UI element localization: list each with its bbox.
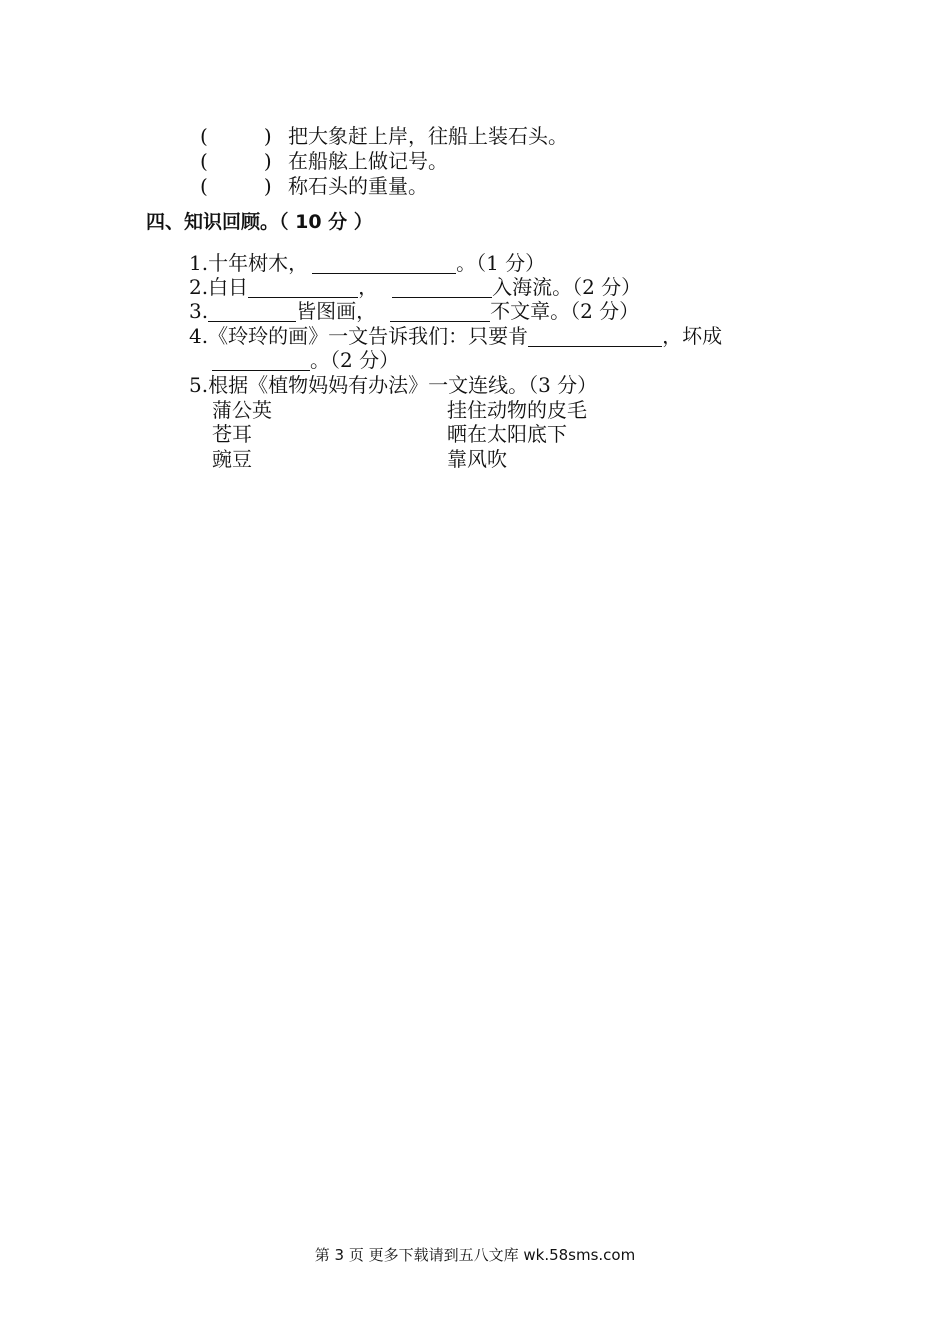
- answer-blank[interactable]: [390, 301, 490, 322]
- match-left-item[interactable]: 豌豆: [212, 447, 252, 471]
- order-item-text: 把大象赶上岸，往船上装石头。: [288, 124, 568, 148]
- order-item: [200, 124, 568, 148]
- answer-blank[interactable]: [392, 277, 492, 298]
- match-right-item[interactable]: 靠风吹: [447, 447, 507, 471]
- section-heading: 四、知识回顾。（ 10 分 ）: [146, 211, 373, 233]
- page-footer: 第 3 页 更多下载请到五八文库 wk.58sms.com: [314, 1246, 636, 1264]
- match-right-item[interactable]: 挂住动物的皮毛: [447, 398, 587, 422]
- answer-blank[interactable]: [312, 253, 456, 274]
- answer-blank[interactable]: [528, 326, 662, 347]
- order-item-text: 称石头的重量。: [288, 174, 428, 198]
- question-4-cont: 。（2 分）: [212, 348, 399, 372]
- question-2: 2.白日 ， 入海流。（2 分）: [189, 275, 642, 299]
- answer-blank[interactable]: [248, 277, 358, 298]
- answer-paren[interactable]: ( ): [200, 174, 272, 198]
- answer-blank[interactable]: [212, 350, 310, 371]
- match-right-item[interactable]: 晒在太阳底下: [447, 422, 567, 446]
- question-3: 3. 皆图画， 不文章。（2 分）: [189, 299, 640, 323]
- question-4: 4.《玲玲的画》一文告诉我们：只要肯 ，坏成: [189, 324, 723, 348]
- answer-paren[interactable]: ( ): [200, 124, 272, 148]
- question-5: 5.根据《植物妈妈有办法》一文连线。（3 分）: [189, 373, 598, 397]
- match-left-item[interactable]: 苍耳: [212, 422, 252, 446]
- answer-blank[interactable]: [208, 301, 296, 322]
- order-item-text: 在船舷上做记号。: [288, 149, 448, 173]
- order-item: [200, 149, 448, 173]
- answer-paren[interactable]: ( ): [200, 149, 272, 173]
- match-left-item[interactable]: 蒲公英: [212, 398, 272, 422]
- question-1: 1.十年树木， 。（1 分）: [189, 251, 546, 275]
- order-item: [200, 174, 428, 198]
